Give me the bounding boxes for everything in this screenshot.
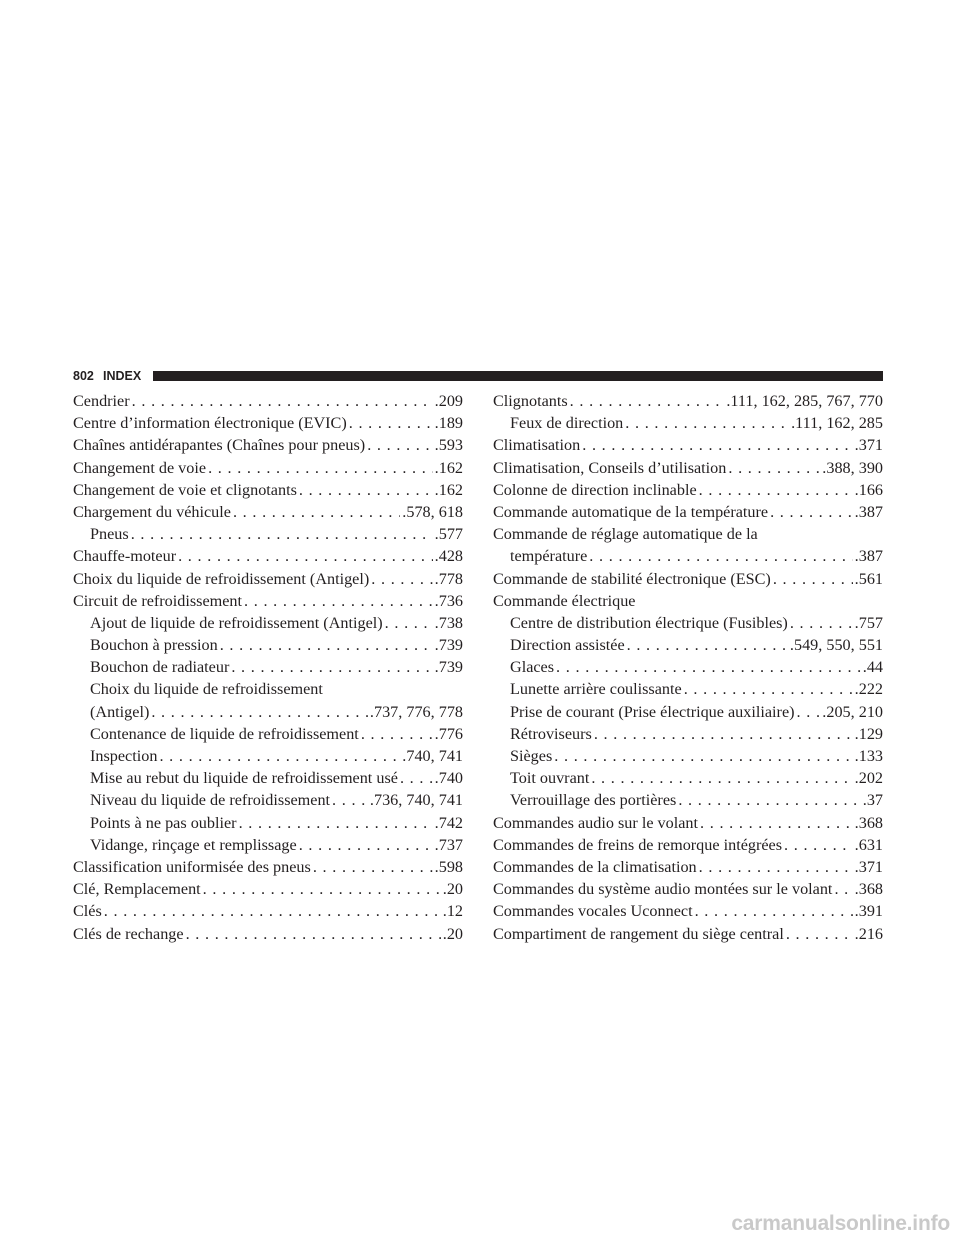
dot-leader (361, 723, 433, 745)
index-entry-text: Verrouillage des portières (510, 791, 677, 810)
dot-leader (594, 723, 853, 745)
dot-leader (797, 701, 821, 723)
index-entry-pages: .549, 550, 551 (789, 636, 883, 655)
index-entry-text: Vidange, rinçage et remplissage (90, 835, 297, 854)
index-entry-pages: .20 (442, 924, 463, 943)
dot-leader (220, 634, 433, 656)
index-entry (73, 612, 463, 634)
index-entry-pages: .111, 162, 285, 767, 770 (726, 392, 883, 410)
index-entry (493, 701, 883, 723)
index-entry-text: Cendrier (73, 392, 130, 410)
index-entry-pages: .737, 776, 778 (369, 702, 463, 721)
index-entry (493, 568, 883, 590)
index-entry (493, 523, 883, 545)
index-entry-text: Chaînes antidérapantes (Chaînes pour pneus) (73, 436, 366, 455)
index-entry (73, 523, 463, 545)
dot-leader (131, 523, 433, 545)
dot-leader (367, 434, 432, 456)
index-entry (493, 434, 883, 456)
section-title: INDEX (103, 369, 142, 383)
index-entry-pages: .216 (854, 924, 883, 943)
index-entry-pages: .598 (434, 857, 463, 876)
index-entry-text: Climatisation, Conseils d’utilisation (493, 458, 727, 477)
index-entry-pages: .778 (434, 569, 463, 588)
index-entry-text: Compartiment de rangement du siège central (493, 924, 784, 943)
index-column-right (493, 390, 883, 945)
dot-leader (784, 834, 853, 856)
index-entry (73, 590, 463, 612)
index-column-left (73, 390, 463, 945)
index-entry (73, 501, 463, 523)
dot-leader (151, 701, 368, 723)
index-entry-pages: .209 (434, 392, 463, 410)
index-entry (493, 545, 883, 567)
dot-leader (385, 612, 433, 634)
dot-leader (208, 457, 433, 479)
index-entry (493, 656, 883, 678)
index-entry-pages: .428 (434, 547, 463, 566)
index-entry (493, 900, 883, 922)
dot-leader (625, 412, 789, 434)
index-entry-text: Changement de voie (73, 458, 207, 477)
dot-leader (790, 612, 853, 634)
dot-leader (786, 923, 853, 945)
index-entry-pages: .162 (434, 458, 463, 477)
index-entry (73, 412, 463, 434)
index-entry-text: Changement de voie et clignotants (73, 480, 297, 499)
index-entry-pages: .202 (854, 769, 883, 788)
index-entry-text: Choix du liquide de refroidissement (Antigel) (73, 569, 370, 588)
dot-leader (582, 434, 852, 456)
dot-leader (728, 457, 820, 479)
index-entry (73, 745, 463, 767)
index-entry (493, 390, 883, 412)
index-entry-text: Commande de réglage automatique de la (493, 525, 758, 544)
index-entry (493, 612, 883, 634)
dot-leader (700, 812, 853, 834)
dot-leader (773, 568, 853, 590)
watermark: carmanualsonline.info (731, 1212, 950, 1235)
index-entry (493, 767, 883, 789)
index-entry (73, 479, 463, 501)
index-entry (493, 457, 883, 479)
index-entry-text: Commande électrique (493, 591, 636, 610)
index-entry-text: Toit ouvrant (510, 769, 590, 788)
index-entry-text: Classification uniformisée des pneus (73, 857, 311, 876)
dot-leader (591, 767, 852, 789)
index-entry-pages: .387 (854, 547, 883, 566)
index-entry-pages: .371 (854, 857, 883, 876)
index-entry-pages: .371 (854, 436, 883, 455)
index-entry-text: Commandes de la climatisation (493, 857, 697, 876)
index-entry-text: Commandes du système audio montées sur le volant (493, 880, 833, 899)
index-entry-pages: .166 (854, 480, 883, 499)
index-entry-text: Commandes vocales Uconnect (493, 902, 693, 921)
index-entry-text: Contenance de liquide de refroidissement (90, 724, 359, 743)
index-entry (73, 568, 463, 590)
index-entry-text: Chargement du véhicule (73, 502, 231, 521)
index-entry (493, 634, 883, 656)
dot-leader (299, 479, 433, 501)
index-entry (73, 723, 463, 745)
index-entry-text: Bouchon de radiateur (90, 658, 230, 677)
index-entry (73, 434, 463, 456)
dot-leader (239, 812, 433, 834)
dot-leader (556, 656, 861, 678)
index-entry-pages: .742 (434, 813, 463, 832)
index-entry-text: Colonne de direction inclinable (493, 480, 697, 499)
index-entry-text: température (510, 547, 588, 566)
dot-leader (244, 590, 433, 612)
index-entry-pages: .739 (434, 658, 463, 677)
index-entry-text: Commande de stabilité électronique (ESC) (493, 569, 771, 588)
dot-leader (699, 856, 853, 878)
index-entry-pages: .388, 390 (822, 458, 883, 477)
dot-leader (400, 767, 433, 789)
index-entry-text: Commandes audio sur le volant (493, 813, 699, 832)
dot-leader (627, 634, 788, 656)
index-entry-text: Centre d’information électronique (EVIC) (73, 414, 347, 433)
index-entry (73, 545, 463, 567)
index-entry-text: Commande automatique de la température (493, 502, 769, 521)
index-entry-pages: .111, 162, 285 (791, 414, 883, 433)
index-entry-text: Bouchon à pression (90, 636, 218, 655)
index-entry-pages: .776 (434, 724, 463, 743)
index-entry-pages: .736, 740, 741 (369, 791, 463, 810)
index-entry-pages: .368 (854, 813, 883, 832)
index-entry (493, 812, 883, 834)
index-entry-pages: .739 (434, 636, 463, 655)
index-entry-text: Clés de rechange (73, 924, 184, 943)
dot-leader (589, 545, 852, 567)
index-entry-text: Sièges (510, 747, 553, 765)
index-entry (493, 479, 883, 501)
index-entry-pages: .20 (442, 880, 463, 899)
index-entry-pages: .561 (854, 569, 883, 588)
index-entry-text: Pneus (90, 525, 129, 544)
index-entry-text: Direction assistée (510, 636, 625, 655)
dot-leader (678, 789, 860, 811)
dot-leader (178, 545, 433, 567)
index-entry-text: Chauffe-moteur (73, 547, 177, 566)
dot-leader (570, 390, 725, 412)
index-entry (73, 789, 463, 811)
index-entry-text: Feux de direction (510, 414, 624, 433)
index-entry (493, 678, 883, 700)
index-entry (493, 501, 883, 523)
index-entry (73, 767, 463, 789)
header-rule (153, 371, 883, 381)
index-entry (73, 856, 463, 878)
dot-leader (684, 678, 853, 700)
dot-leader (371, 568, 432, 590)
page-header (73, 368, 883, 385)
index-entry-pages: .387 (854, 502, 883, 521)
index-entry-pages: .593 (434, 436, 463, 455)
page-number: 802 (73, 369, 94, 383)
index-entry-text: Climatisation (493, 436, 581, 455)
index-entry-text: Mise au rebut du liquide de refroidissement usé (90, 769, 398, 788)
index-entry-pages: .368 (854, 880, 883, 899)
dot-leader (104, 900, 441, 922)
index-entry-text: Clés (73, 902, 102, 921)
index-entry-pages: .578, 618 (402, 502, 463, 521)
index-entry (73, 834, 463, 856)
index-entry-pages: .205, 210 (822, 702, 883, 721)
index-entry-pages: .577 (434, 525, 463, 544)
index-entry (493, 856, 883, 878)
index-entry-pages: .740, 741 (402, 747, 463, 765)
index-entry-pages: .129 (854, 724, 883, 743)
index-entry (493, 923, 883, 945)
index-entry-pages: .222 (854, 680, 883, 699)
dot-leader (186, 923, 441, 945)
index-entry-text: Choix du liquide de refroidissement (90, 680, 323, 699)
index-entry-pages: .44 (862, 658, 883, 677)
index-entry-text: Prise de courant (Prise électrique auxiliaire) (510, 702, 795, 721)
index-entry-pages: .757 (854, 613, 883, 632)
index-entry-text: Circuit de refroidissement (73, 591, 243, 610)
dot-leader (695, 900, 853, 922)
index-entry (493, 878, 883, 900)
index-entry (493, 412, 883, 434)
index-entry-pages: .736 (434, 591, 463, 610)
index-entry (493, 745, 883, 767)
index-entry-pages: .631 (854, 835, 883, 854)
index-entry-text: Ajout de liquide de refroidissement (Antigel) (90, 613, 383, 632)
index-entry (493, 834, 883, 856)
index-entry-pages: .133 (854, 747, 883, 765)
index-entry-pages: .12 (442, 902, 463, 921)
index-entry (73, 656, 463, 678)
dot-leader (203, 878, 441, 900)
index-entry-text: Glaces (510, 658, 555, 677)
index-entry (73, 634, 463, 656)
index-entry-text: Commandes de freins de remorque intégrées (493, 835, 783, 854)
index-entry (73, 678, 463, 700)
dot-leader (313, 856, 433, 878)
index-entry-text: Niveau du liquide de refroidissement (90, 791, 331, 810)
dot-leader (699, 479, 853, 501)
index-entry-text: Lunette arrière coulissante (510, 680, 682, 699)
index-entry-text: Centre de distribution électrique (Fusibles) (510, 613, 788, 632)
index-entry (73, 701, 463, 723)
dot-leader (132, 390, 433, 412)
index-entry-pages: .162 (434, 480, 463, 499)
index-entry-pages: .391 (854, 902, 883, 921)
index-entry-text: Clé, Remplacement (73, 880, 201, 899)
index-entry-pages: .737 (434, 835, 463, 854)
index-entry-pages: .738 (434, 613, 463, 632)
dot-leader (159, 745, 400, 767)
index-entry (73, 923, 463, 945)
dot-leader (231, 656, 432, 678)
index-entry-text: (Antigel) (90, 702, 150, 721)
index-entry-pages: .740 (434, 769, 463, 788)
dot-leader (349, 412, 433, 434)
dot-leader (233, 501, 400, 523)
index-entry (493, 789, 883, 811)
dot-leader (554, 745, 852, 767)
index-entry-text: Inspection (90, 747, 158, 765)
index-entry (73, 878, 463, 900)
index-entry (73, 390, 463, 412)
index-entry-text: Points à ne pas oublier (90, 813, 237, 832)
index-entry-text: Rétroviseurs (510, 724, 592, 743)
index-entry (493, 590, 883, 612)
dot-leader (299, 834, 433, 856)
index-entry-pages: .189 (434, 414, 463, 433)
dot-leader (834, 878, 852, 900)
index-entry (73, 812, 463, 834)
dot-leader (332, 789, 368, 811)
index-entry (73, 457, 463, 479)
dot-leader (770, 501, 853, 523)
index-entry (493, 723, 883, 745)
index-entry (73, 900, 463, 922)
index-entry-text: Clignotants (493, 392, 568, 410)
index-entry-pages: .37 (862, 791, 883, 810)
